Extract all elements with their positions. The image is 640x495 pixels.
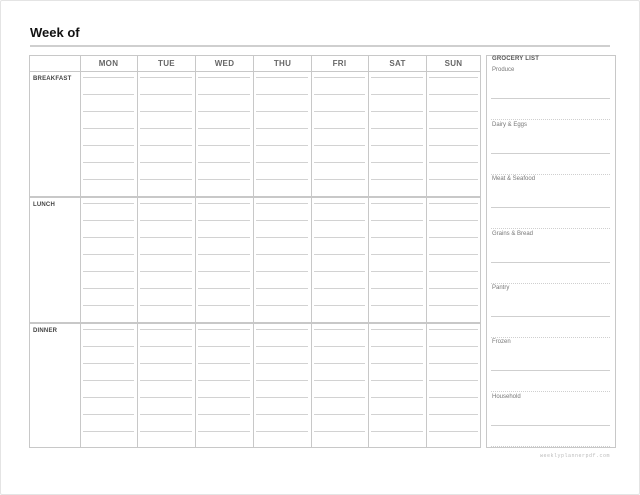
meal-writing-line[interactable] — [371, 145, 423, 146]
meal-writing-line[interactable] — [198, 329, 250, 330]
meal-writing-line[interactable] — [371, 380, 423, 381]
meal-writing-line[interactable] — [83, 346, 134, 347]
grocery-writing-line[interactable] — [491, 153, 610, 154]
meal-writing-line[interactable] — [198, 162, 250, 163]
grocery-writing-line[interactable] — [491, 316, 610, 317]
meal-writing-line[interactable] — [371, 431, 423, 432]
day-header-tue: TUE — [158, 59, 175, 68]
meal-writing-line[interactable] — [429, 203, 478, 204]
grocery-category-frozen: Frozen — [492, 339, 511, 345]
meal-writing-line[interactable] — [140, 271, 192, 272]
meal-writing-line[interactable] — [83, 94, 134, 95]
meal-writing-line[interactable] — [140, 305, 192, 306]
meal-writing-line[interactable] — [371, 111, 423, 112]
meal-writing-line[interactable] — [198, 380, 250, 381]
meal-writing-line[interactable] — [371, 346, 423, 347]
day-header-wed: WED — [214, 59, 235, 68]
meal-writing-line[interactable] — [83, 254, 134, 255]
day-header-thu: THU — [273, 59, 292, 68]
meal-writing-line[interactable] — [83, 179, 134, 180]
meal-writing-line[interactable] — [198, 220, 250, 221]
meal-writing-line[interactable] — [83, 145, 134, 146]
meal-writing-line[interactable] — [314, 363, 365, 364]
grocery-section-divider — [491, 119, 610, 120]
meal-writing-line[interactable] — [314, 305, 365, 306]
day-header-mon: MON — [98, 59, 119, 68]
meal-writing-line[interactable] — [371, 179, 423, 180]
meal-writing-line[interactable] — [256, 162, 308, 163]
meal-writing-line[interactable] — [256, 77, 308, 78]
meal-writing-line[interactable] — [83, 162, 134, 163]
meal-writing-line[interactable] — [371, 237, 423, 238]
grocery-category-dairy-eggs: Dairy & Eggs — [492, 122, 528, 128]
meal-writing-line[interactable] — [83, 203, 134, 204]
meal-writing-line[interactable] — [140, 363, 192, 364]
meal-writing-line[interactable] — [429, 128, 478, 129]
meal-writing-line[interactable] — [256, 254, 308, 255]
meal-writing-line[interactable] — [256, 397, 308, 398]
page-title: Week of — [30, 25, 80, 40]
grocery-writing-line[interactable] — [491, 207, 610, 208]
meal-writing-line[interactable] — [371, 397, 423, 398]
meal-writing-line[interactable] — [256, 288, 308, 289]
meal-writing-line[interactable] — [371, 254, 423, 255]
meal-writing-line[interactable] — [429, 162, 478, 163]
grocery-category-grains-bread: Grains & Bread — [492, 231, 534, 237]
meal-writing-line[interactable] — [429, 414, 478, 415]
meal-writing-line[interactable] — [314, 414, 365, 415]
meal-writing-line[interactable] — [83, 220, 134, 221]
meal-writing-line[interactable] — [429, 329, 478, 330]
meal-writing-line[interactable] — [198, 431, 250, 432]
meal-writing-line[interactable] — [371, 271, 423, 272]
meal-writing-line[interactable] — [256, 128, 308, 129]
grid-column-divider — [426, 56, 427, 447]
meal-writing-line[interactable] — [314, 237, 365, 238]
meal-writing-line[interactable] — [140, 111, 192, 112]
meal-writing-line[interactable] — [198, 203, 250, 204]
meal-writing-line[interactable] — [140, 94, 192, 95]
meal-writing-line[interactable] — [371, 162, 423, 163]
meal-writing-line[interactable] — [83, 380, 134, 381]
meal-writing-line[interactable] — [429, 179, 478, 180]
grocery-section-divider — [491, 337, 610, 338]
meal-writing-line[interactable] — [83, 77, 134, 78]
meal-writing-line[interactable] — [429, 363, 478, 364]
meal-writing-line[interactable] — [83, 237, 134, 238]
grocery-section-divider — [491, 174, 610, 175]
meal-writing-line[interactable] — [429, 380, 478, 381]
meal-writing-line[interactable] — [371, 220, 423, 221]
meal-writing-line[interactable] — [256, 271, 308, 272]
meal-writing-line[interactable] — [371, 94, 423, 95]
meal-writing-line[interactable] — [140, 220, 192, 221]
meal-writing-line[interactable] — [256, 380, 308, 381]
meal-writing-line[interactable] — [83, 288, 134, 289]
meal-writing-line[interactable] — [140, 77, 192, 78]
meal-writing-line[interactable] — [371, 128, 423, 129]
meal-writing-line[interactable] — [140, 179, 192, 180]
meal-writing-line[interactable] — [371, 414, 423, 415]
meal-writing-line[interactable] — [83, 305, 134, 306]
meal-writing-line[interactable] — [314, 271, 365, 272]
meal-writing-line[interactable] — [314, 380, 365, 381]
meal-writing-line[interactable] — [429, 220, 478, 221]
grocery-list-panel — [486, 55, 616, 448]
meal-writing-line[interactable] — [140, 203, 192, 204]
meal-writing-line[interactable] — [198, 145, 250, 146]
grocery-list-title: GROCERY LIST — [492, 56, 540, 62]
meal-writing-line[interactable] — [256, 305, 308, 306]
meal-writing-line[interactable] — [198, 111, 250, 112]
meal-writing-line[interactable] — [314, 203, 365, 204]
meal-writing-line[interactable] — [198, 363, 250, 364]
meal-writing-line[interactable] — [314, 220, 365, 221]
grocery-section-divider — [491, 446, 610, 447]
grocery-section-divider — [491, 228, 610, 229]
grocery-section-divider — [491, 283, 610, 284]
meal-writing-line[interactable] — [83, 431, 134, 432]
day-header-divider — [30, 71, 480, 72]
meal-writing-line[interactable] — [140, 380, 192, 381]
meal-writing-line[interactable] — [198, 346, 250, 347]
meal-writing-line[interactable] — [198, 254, 250, 255]
meal-writing-line[interactable] — [198, 237, 250, 238]
meal-writing-line[interactable] — [256, 363, 308, 364]
meal-writing-line[interactable] — [140, 288, 192, 289]
meal-writing-line[interactable] — [429, 305, 478, 306]
meal-writing-line[interactable] — [198, 414, 250, 415]
meal-writing-line[interactable] — [140, 346, 192, 347]
meal-writing-line[interactable] — [140, 397, 192, 398]
meal-writing-line[interactable] — [140, 145, 192, 146]
meal-writing-line[interactable] — [429, 77, 478, 78]
meal-writing-line[interactable] — [83, 111, 134, 112]
grocery-category-produce: Produce — [492, 67, 515, 73]
meal-writing-line[interactable] — [140, 128, 192, 129]
meal-writing-line[interactable] — [371, 77, 423, 78]
meal-writing-line[interactable] — [83, 329, 134, 330]
day-header-sun: SUN — [444, 59, 463, 68]
grocery-category-pantry: Pantry — [492, 285, 510, 291]
meal-label-lunch: LUNCH — [33, 202, 55, 208]
meal-writing-line[interactable] — [83, 271, 134, 272]
grocery-writing-line[interactable] — [491, 98, 610, 99]
meal-writing-line[interactable] — [429, 431, 478, 432]
meal-writing-line[interactable] — [429, 397, 478, 398]
meal-writing-line[interactable] — [83, 128, 134, 129]
grid-column-divider — [195, 56, 196, 447]
meal-grid — [29, 55, 481, 448]
meal-writing-line[interactable] — [140, 237, 192, 238]
meal-writing-line[interactable] — [429, 254, 478, 255]
meal-writing-line[interactable] — [371, 203, 423, 204]
meal-writing-line[interactable] — [314, 346, 365, 347]
grid-column-divider — [137, 56, 138, 447]
meal-writing-line[interactable] — [256, 431, 308, 432]
meal-writing-line[interactable] — [256, 94, 308, 95]
meal-writing-line[interactable] — [314, 431, 365, 432]
meal-writing-line[interactable] — [371, 363, 423, 364]
grocery-writing-line[interactable] — [491, 425, 610, 426]
meal-writing-line[interactable] — [314, 288, 365, 289]
meal-writing-line[interactable] — [429, 111, 478, 112]
meal-writing-line[interactable] — [256, 145, 308, 146]
grocery-category-meat-seafood: Meat & Seafood — [492, 176, 536, 182]
meal-writing-line[interactable] — [256, 203, 308, 204]
meal-writing-line[interactable] — [314, 145, 365, 146]
meal-writing-line[interactable] — [429, 271, 478, 272]
grocery-category-household: Household — [492, 394, 521, 400]
meal-row-divider — [30, 322, 480, 324]
meal-writing-line[interactable] — [256, 329, 308, 330]
meal-label-dinner: DINNER — [33, 328, 58, 334]
meal-writing-line[interactable] — [314, 77, 365, 78]
grocery-writing-line[interactable] — [491, 370, 610, 371]
meal-writing-line[interactable] — [314, 329, 365, 330]
day-header-sat: SAT — [389, 59, 406, 68]
meal-writing-line[interactable] — [198, 305, 250, 306]
meal-writing-line[interactable] — [198, 397, 250, 398]
meal-writing-line[interactable] — [140, 329, 192, 330]
meal-row-divider — [30, 196, 480, 198]
meal-writing-line[interactable] — [429, 237, 478, 238]
meal-writing-line[interactable] — [140, 254, 192, 255]
grocery-section-divider — [491, 391, 610, 392]
meal-writing-line[interactable] — [371, 305, 423, 306]
meal-writing-line[interactable] — [83, 414, 134, 415]
meal-writing-line[interactable] — [140, 162, 192, 163]
meal-writing-line[interactable] — [371, 288, 423, 289]
day-header-fri: FRI — [332, 59, 347, 68]
meal-writing-line[interactable] — [198, 128, 250, 129]
meal-writing-line[interactable] — [256, 414, 308, 415]
meal-writing-line[interactable] — [198, 271, 250, 272]
meal-writing-line[interactable] — [83, 363, 134, 364]
meal-writing-line[interactable] — [429, 288, 478, 289]
meal-writing-line[interactable] — [256, 237, 308, 238]
meal-writing-line[interactable] — [314, 111, 365, 112]
meal-writing-line[interactable] — [314, 94, 365, 95]
title-divider — [30, 45, 610, 47]
meal-writing-line[interactable] — [140, 414, 192, 415]
meal-writing-line[interactable] — [371, 329, 423, 330]
meal-writing-line[interactable] — [198, 288, 250, 289]
meal-writing-line[interactable] — [256, 111, 308, 112]
meal-writing-line[interactable] — [429, 346, 478, 347]
grid-column-divider — [311, 56, 312, 447]
meal-writing-line[interactable] — [198, 179, 250, 180]
meal-writing-line[interactable] — [314, 128, 365, 129]
meal-label-breakfast: BREAKFAST — [33, 76, 72, 82]
meal-writing-line[interactable] — [256, 220, 308, 221]
grocery-writing-line[interactable] — [491, 262, 610, 263]
meal-writing-line[interactable] — [314, 179, 365, 180]
grid-column-divider — [368, 56, 369, 447]
meal-writing-line[interactable] — [140, 431, 192, 432]
meal-grid-body — [30, 56, 480, 447]
grid-column-divider — [80, 56, 81, 447]
meal-writing-line[interactable] — [429, 145, 478, 146]
meal-writing-line[interactable] — [198, 94, 250, 95]
grid-column-divider — [253, 56, 254, 447]
site-watermark: weeklyplannerpdf.com — [539, 453, 610, 459]
meal-writing-line[interactable] — [256, 179, 308, 180]
meal-writing-line[interactable] — [314, 397, 365, 398]
meal-writing-line[interactable] — [256, 346, 308, 347]
meal-writing-line[interactable] — [198, 77, 250, 78]
meal-writing-line[interactable] — [314, 254, 365, 255]
meal-writing-line[interactable] — [314, 162, 365, 163]
meal-writing-line[interactable] — [83, 397, 134, 398]
meal-writing-line[interactable] — [429, 94, 478, 95]
